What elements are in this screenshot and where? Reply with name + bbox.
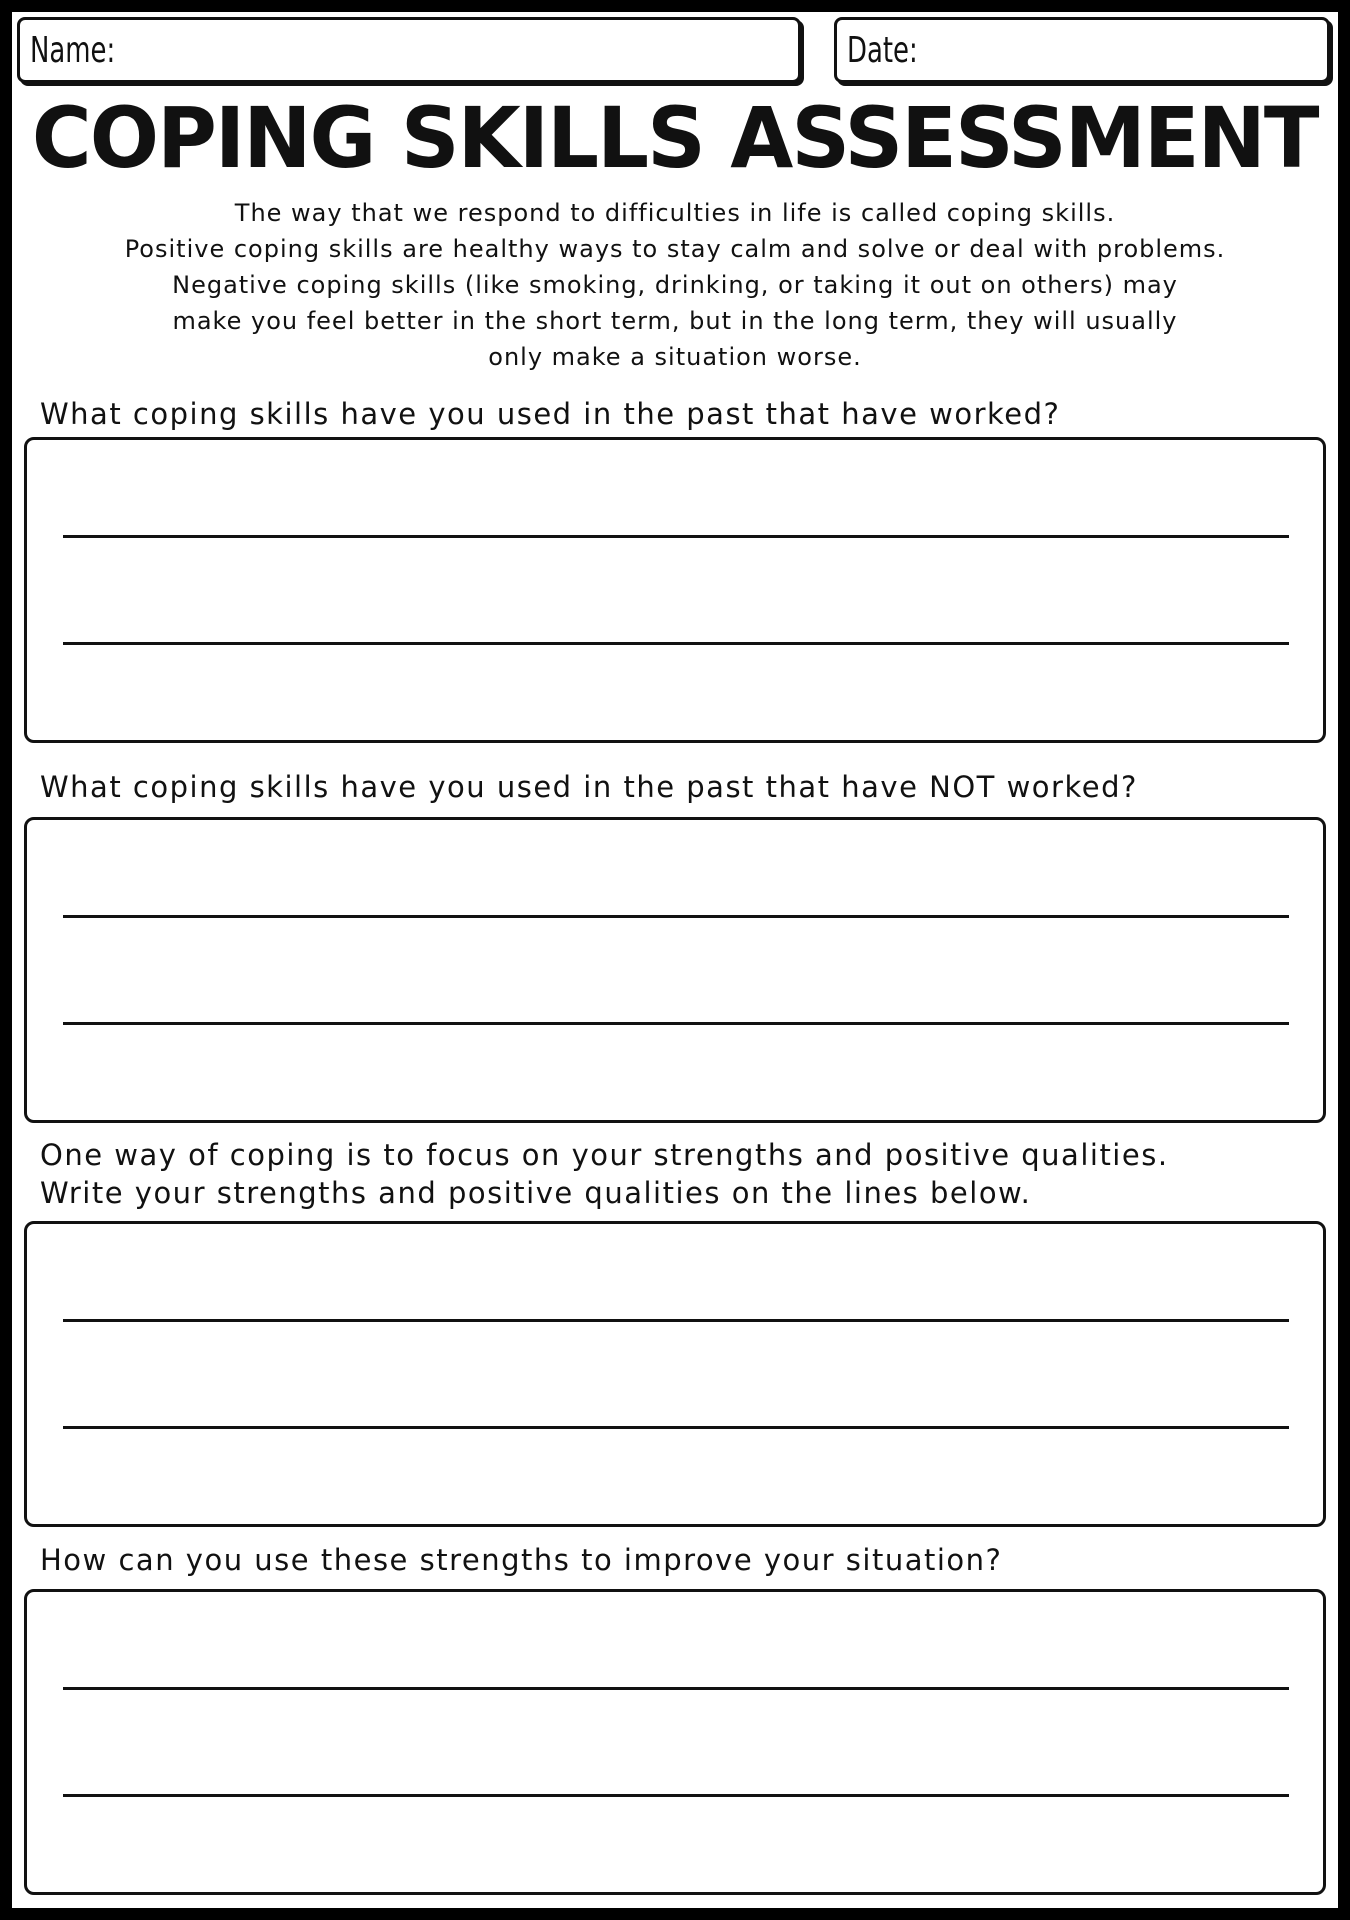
question-2: What coping skills have you used in the past that have NOT worked? (40, 770, 1138, 804)
answer-line[interactable] (63, 642, 1289, 645)
answer-line[interactable] (63, 535, 1289, 538)
name-field[interactable] (17, 17, 801, 83)
page-title: COPING SKILLS ASSESSMENT (32, 89, 1318, 187)
question-4: How can you use these strengths to improve your situation? (40, 1543, 1003, 1577)
date-label: Date: (847, 29, 918, 71)
intro-line: only make a situation worse. (488, 343, 862, 371)
question-3: One way of coping is to focus on your strengths and positive qualities. Write your strengths and positive qualities on the lines below. (40, 1138, 1169, 1210)
intro-line: make you feel better in the short term, but in the long term, they will usually (172, 307, 1178, 335)
answer-line[interactable] (63, 1426, 1289, 1429)
name-label: Name: (30, 29, 116, 71)
answer-box-4[interactable] (24, 1589, 1326, 1895)
answer-line[interactable] (63, 915, 1289, 918)
answer-line[interactable] (63, 1687, 1289, 1690)
answer-box-2[interactable] (24, 817, 1326, 1123)
intro-paragraph (20, 195, 1330, 375)
answer-box-1[interactable] (24, 437, 1326, 743)
date-field[interactable] (834, 17, 1330, 83)
intro-line: Positive coping skills are healthy ways to stay calm and solve or deal with problems. (124, 235, 1226, 263)
answer-line[interactable] (63, 1022, 1289, 1025)
question-1: What coping skills have you used in the past that have worked? (40, 397, 1061, 431)
answer-line[interactable] (63, 1794, 1289, 1797)
intro-line: The way that we respond to difficulties in life is called coping skills. (234, 199, 1116, 227)
intro-line: Negative coping skills (like smoking, drinking, or taking it out on others) may (172, 271, 1178, 299)
answer-box-3[interactable] (24, 1221, 1326, 1527)
answer-line[interactable] (63, 1319, 1289, 1322)
